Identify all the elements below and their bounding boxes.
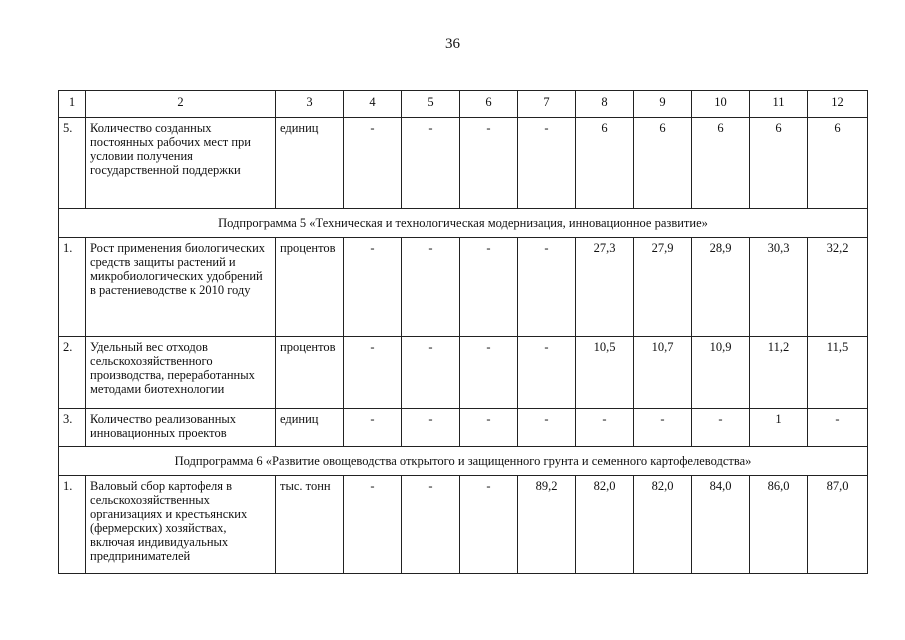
value-cell: - — [402, 337, 460, 409]
value-cell: 84,0 — [692, 476, 750, 574]
value-cell: - — [692, 409, 750, 447]
header-cell: 11 — [750, 91, 808, 118]
header-cell: 5 — [402, 91, 460, 118]
unit-cell: процентов — [276, 337, 344, 409]
indicator-name: Удельный вес отходов сельскохозяйственного производства, переработанных методами биотехнологии — [86, 337, 276, 409]
value-cell: - — [518, 238, 576, 337]
value-cell: 27,3 — [576, 238, 634, 337]
value-cell: - — [634, 409, 692, 447]
indicators-table — [58, 90, 868, 574]
value-cell: 10,9 — [692, 337, 750, 409]
header-cell: 10 — [692, 91, 750, 118]
table-row — [59, 118, 868, 209]
value-cell: - — [402, 118, 460, 209]
value-cell: 86,0 — [750, 476, 808, 574]
section-row — [59, 209, 868, 238]
value-cell: 6 — [808, 118, 868, 209]
row-number: 2. — [59, 337, 86, 409]
header-cell: 2 — [86, 91, 276, 118]
value-cell: 1 — [750, 409, 808, 447]
value-cell: 82,0 — [576, 476, 634, 574]
value-cell: 30,3 — [750, 238, 808, 337]
value-cell: - — [344, 337, 402, 409]
indicator-name: Валовый сбор картофеля в сельскохозяйственных организациях и крестьянских (фермерских) хозяйствах, включая индивидуальных предпринимателей — [86, 476, 276, 574]
value-cell: - — [460, 238, 518, 337]
value-cell: - — [402, 409, 460, 447]
value-cell: - — [344, 476, 402, 574]
value-cell: - — [518, 409, 576, 447]
value-cell: 6 — [576, 118, 634, 209]
value-cell: - — [460, 409, 518, 447]
value-cell: 27,9 — [634, 238, 692, 337]
table-row — [59, 337, 868, 409]
unit-cell: единиц — [276, 118, 344, 209]
value-cell: 28,9 — [692, 238, 750, 337]
value-cell: 10,5 — [576, 337, 634, 409]
indicator-name: Количество созданных постоянных рабочих мест при условии получения государственной поддержки — [86, 118, 276, 209]
value-cell: - — [344, 409, 402, 447]
section-title: Подпрограмма 6 «Развитие овощеводства открытого и защищенного грунта и семенного картофелеводства» — [59, 447, 868, 476]
value-cell: - — [460, 337, 518, 409]
value-cell: - — [808, 409, 868, 447]
row-number: 1. — [59, 476, 86, 574]
value-cell: - — [518, 337, 576, 409]
value-cell: 32,2 — [808, 238, 868, 337]
header-cell: 1 — [59, 91, 86, 118]
page-number: 36 — [445, 36, 460, 52]
value-cell: 11,5 — [808, 337, 868, 409]
header-cell: 7 — [518, 91, 576, 118]
value-cell: - — [518, 118, 576, 209]
header-cell: 8 — [576, 91, 634, 118]
value-cell: - — [344, 238, 402, 337]
value-cell: 6 — [634, 118, 692, 209]
unit-cell: тыс. тонн — [276, 476, 344, 574]
section-title: Подпрограмма 5 «Техническая и технологическая модернизация, инновационное развитие» — [59, 209, 868, 238]
header-cell: 12 — [808, 91, 868, 118]
value-cell: 11,2 — [750, 337, 808, 409]
indicator-name: Количество реализованных инновационных проектов — [86, 409, 276, 447]
section-row — [59, 447, 868, 476]
table-row — [59, 238, 868, 337]
value-cell: 6 — [750, 118, 808, 209]
value-cell: - — [460, 118, 518, 209]
value-cell: - — [460, 476, 518, 574]
value-cell: 10,7 — [634, 337, 692, 409]
value-cell: - — [576, 409, 634, 447]
value-cell: 6 — [692, 118, 750, 209]
value-cell: - — [344, 118, 402, 209]
header-cell: 9 — [634, 91, 692, 118]
row-number: 1. — [59, 238, 86, 337]
table-row — [59, 409, 868, 447]
header-cell: 4 — [344, 91, 402, 118]
row-number: 5. — [59, 118, 86, 209]
value-cell: 89,2 — [518, 476, 576, 574]
value-cell: - — [402, 238, 460, 337]
column-number-header — [59, 91, 868, 118]
indicator-name: Рост применения биологических средств защиты растений и микробиологических удобрений в растениеводстве к 2010 году — [86, 238, 276, 337]
row-number: 3. — [59, 409, 86, 447]
header-cell: 3 — [276, 91, 344, 118]
header-cell: 6 — [460, 91, 518, 118]
value-cell: 82,0 — [634, 476, 692, 574]
unit-cell: процентов — [276, 238, 344, 337]
table-row — [59, 476, 868, 574]
unit-cell: единиц — [276, 409, 344, 447]
value-cell: - — [402, 476, 460, 574]
value-cell: 87,0 — [808, 476, 868, 574]
